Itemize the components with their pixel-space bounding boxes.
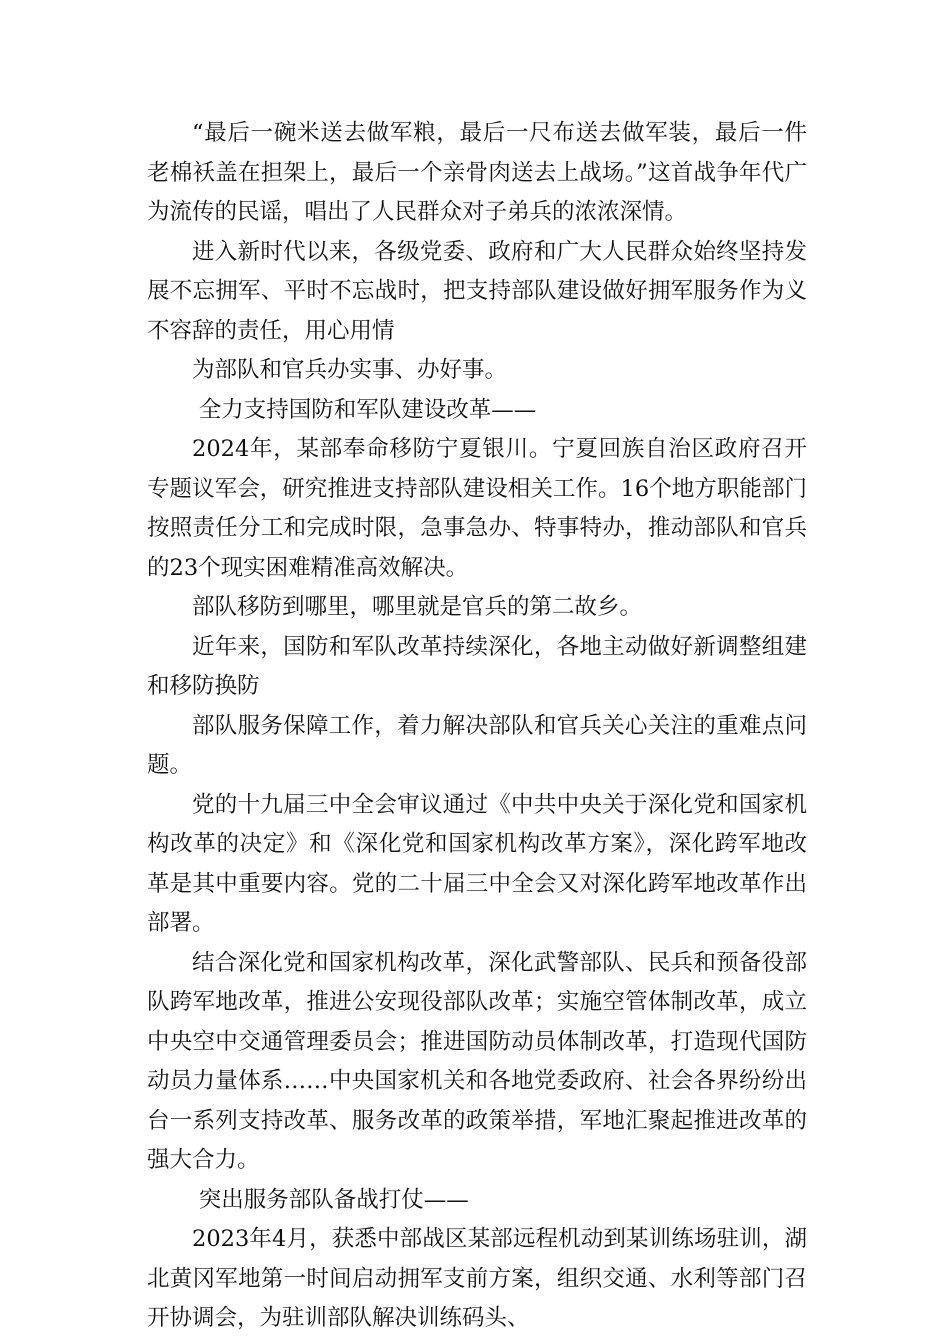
paragraph-plenary-session: 党的十九届三中全会审议通过《中共中央关于深化党和国家机构改革的决定》和《深化党和国家机构改革方案》，深化跨军地改革是其中重要内容。党的二十届三中全会又对深化跨军地改革作出部署。 [147,791,807,936]
paragraph-huanggang: 2023年4月，获悉中部战区某部远程机动到某训练场驻训，湖北黄冈军地第一时间启动拥军支前方案，组织交通、水利等部门召开协调会，为驻训部队解决训练码头、 [147,1226,807,1331]
paragraph-new-era-cont: 为部队和官兵办实事、办好事。 [192,357,508,383]
paragraph-ningxia: 2024年，某部奉命移防宁夏银川。宁夏回族自治区政府召开专题议军会，研究推进支持部队建设相关工作。16个地方职能部门按照责任分工和完成时限，急事急办、特事特办，推动部队和官兵的23个现实困难精准高效解决。 [147,436,807,581]
paragraph-reform-deepening-cont: 部队服务保障工作，着力解决部队和官兵关心关注的重难点问题。 [147,712,807,778]
paragraph-new-era: 进入新时代以来，各级党委、政府和广大人民群众始终坚持发展不忘拥军、平时不忘战时，把支持部队建设做好拥军服务作为义不容辞的责任，用心用情 [147,238,807,344]
section-heading-reform-support: 全力支持国防和军队建设改革—— [198,396,537,423]
section-heading-combat-readiness: 突出服务部队备战打仗—— [198,1186,469,1213]
paragraph-institutional-reform: 结合深化党和国家机构改革，深化武警部队、民兵和预备役部队跨军地改革，推进公安现役部队改革；实施空管体制改革，成立中央空中交通管理委员会；推进国防动员体制改革，打造现代国防动员力量体系……中央国家机关和各地党委政府、社会各界纷纷出台一系列支持改革、服务改革的政策举措，军地汇聚起推进改革的强大合力。 [147,949,807,1173]
document-page [147,114,807,1339]
paragraph-folk-song: “最后一碗米送去做军粮，最后一尺布送去做军装，最后一件老棉袄盖在担架上，最后一个亲骨肉送去上战场。”这首战争年代广为流传的民谣，唱出了人民群众对子弟兵的浓浓深情。 [147,120,807,225]
paragraph-second-hometown: 部队移防到哪里，哪里就是官兵的第二故乡。 [192,594,643,620]
paragraph-reform-deepening: 近年来，国防和军队改革持续深化，各地主动做好新调整组建和移防换防 [147,633,807,699]
